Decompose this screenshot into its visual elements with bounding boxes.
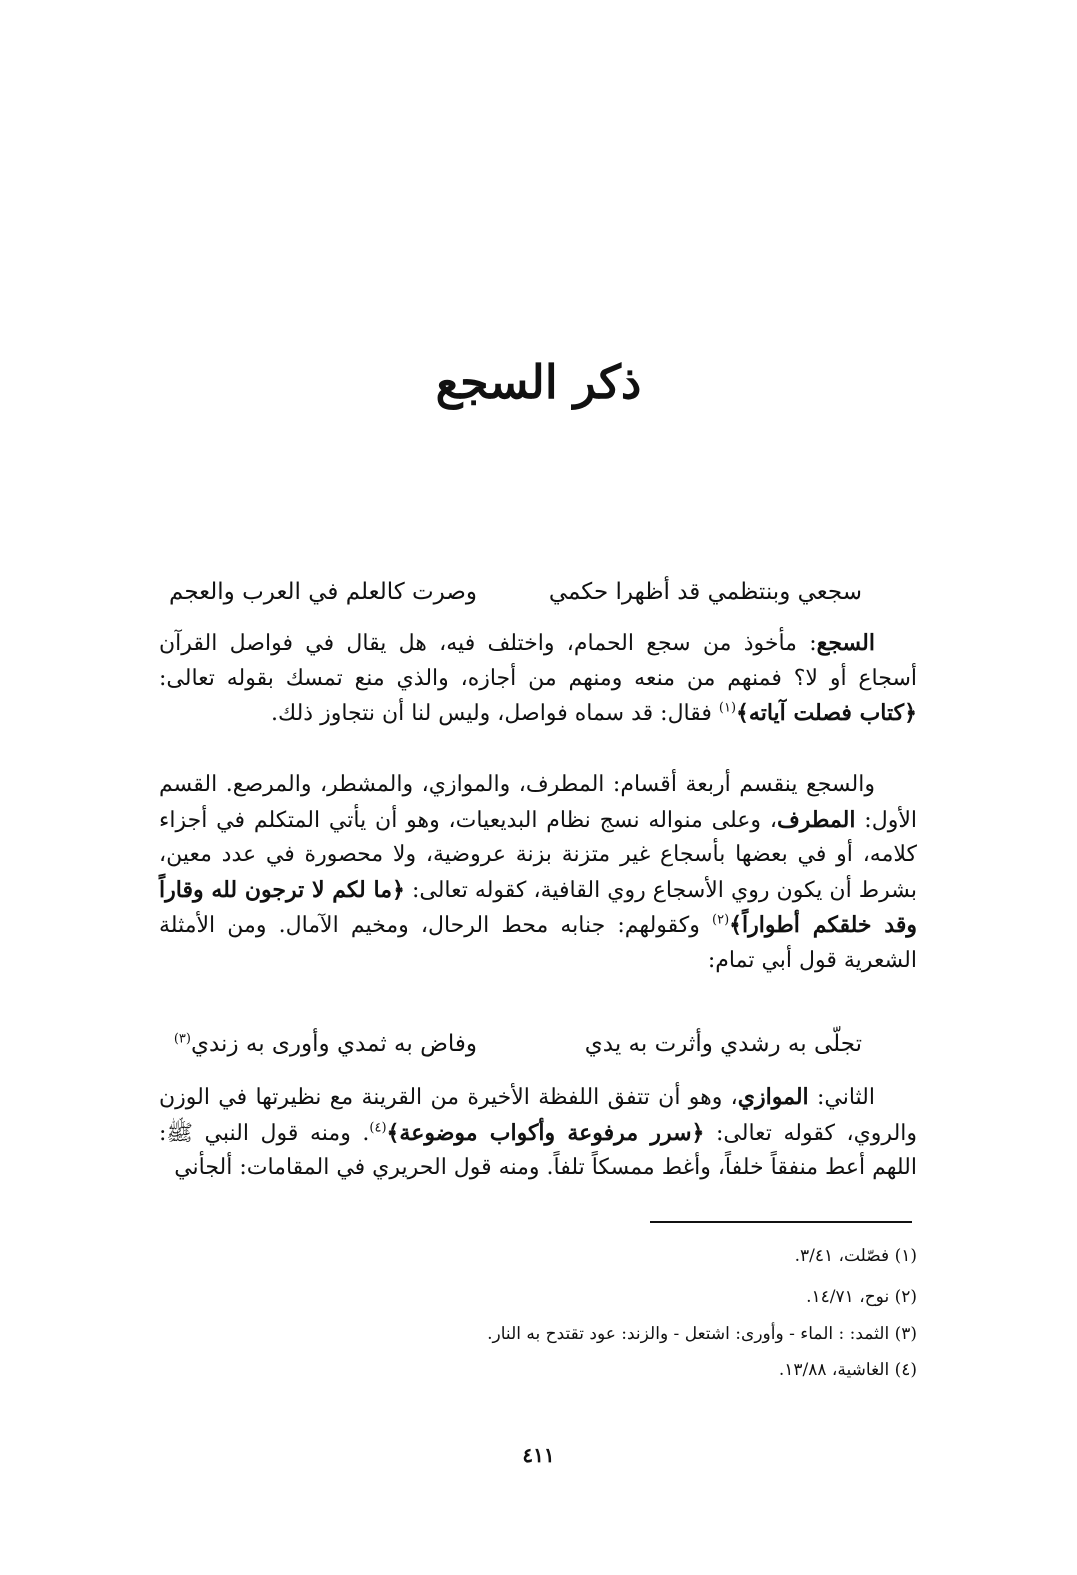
footnote: (٢) نوح، ١٤/٧١.: [806, 1287, 917, 1307]
term-muwazi: الموازي: [737, 1084, 809, 1110]
footnote-ref: (١): [718, 700, 737, 716]
term-mutarraf: المطرف: [776, 806, 856, 833]
footnote: (٣) الثمد: : الماء - وأورى: اشتعل - والزند: عود تقتدح به النار.: [487, 1324, 917, 1344]
footnote: (٤) الغاشية، ١٣/٨٨.: [778, 1360, 917, 1380]
footnote: (١) فصّلت، ٣/٤١.: [794, 1246, 917, 1266]
footnote-ref: (٤): [369, 1120, 387, 1136]
verse-hemistich-2: وفاض به ثمدي وأورى به زندي$^{(٣)}$: [173, 1031, 477, 1057]
verse-hemistich-1: تجلّى به رشدي وأثرت به يدي: [584, 1031, 862, 1057]
verse-hemistich-1: سجعي وبنتظمي قد أظهرا حكمي: [548, 579, 862, 605]
paragraph-definition: السجع: مأخوذ من سجع الحمام، واختلف فيه، هل يقال في فواصل القرآن أسجاع أو لا؟ فمنهم من منعه ومنهم من أجازه، والذي منع تمسك بقوله تعالى: ﴿كتاب فصلت آياته﴾$^{(١)}$ فقال: قد سماه فواصل، وليس لنا أن نتجاوز ذلك.: [159, 630, 917, 726]
chapter-title: ذكر السجع: [435, 355, 642, 409]
page-number: ٤١١: [522, 1443, 555, 1467]
footnote-ref: (٢): [712, 912, 730, 928]
paragraph-muwazi: الثاني: الموازي، وهو أن تتفق اللفظة الأخيرة من القرينة مع نظيرتها في الوزن والروي، كقوله تعالى: ﴿سرر مرفوعة وأكواب موضوعة﴾$^{(٤)}$. ومنه قول النبي ﷺ: اللهم أعط منفقاً خلفاً، وأغط ممسكاً تلفاً. ومنه قول الحريري في المقامات: ألجأني: [159, 1084, 918, 1180]
quran-quote: ﴿ما لكم لا ترجون لله وقاراً وقد خلقكم أطواراً﴾: [159, 876, 917, 938]
term-saj: السجع: [816, 630, 875, 656]
quran-quote: ﴿سرر مرفوعة وأكواب موضوعة﴾: [386, 1119, 705, 1146]
verse-hemistich-2: وصرت كالعلم في العرب والعجم: [169, 579, 477, 605]
footnote-separator: [650, 1221, 912, 1223]
quran-quote: ﴿كتاب فصلت آياته﴾: [736, 700, 917, 726]
footnote-ref: (٣): [173, 1031, 191, 1047]
paragraph-types: والسجع ينقسم أربعة أقسام: المطرف، والموازي، والمشطر، والمرصع. القسم الأول: المطرف، وعلى منواله نسج نظام البديعيات، وهو أن يأتي المتكلم في أجزاء كلامه، أو في بعضها بأسجاع غير متزنة بزنة عروضية، ولا محصورة في عدد معين، بشرط أن يكون روي الأسجاع روي القافية، كقوله تعالى: ﴿ما لكم لا ترجون لله وقاراً وقد خلقكم أطواراً﴾$^{(٢)}$ وكقولهم: جنابه محط الرحال، ومخيم الآمال. ومن الأمثلة الشعرية قول أبي تمام:: [159, 772, 917, 973]
